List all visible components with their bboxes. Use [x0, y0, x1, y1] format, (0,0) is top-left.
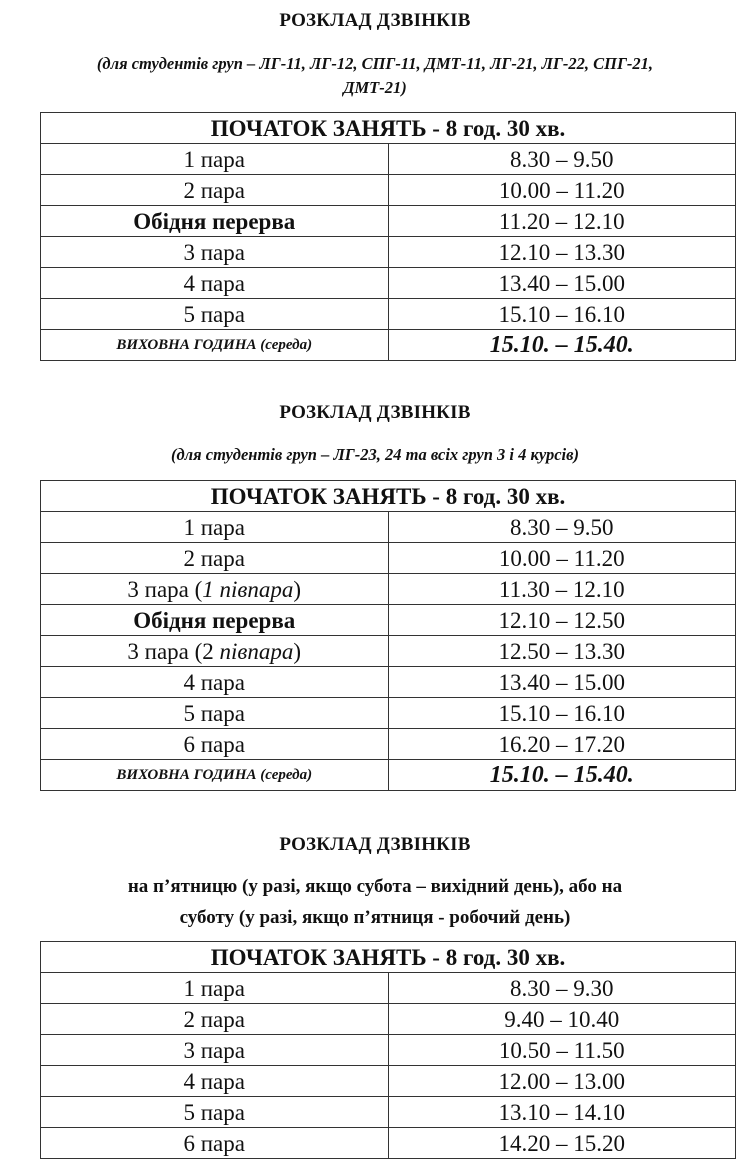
- row-time: 16.20 – 17.20: [388, 729, 736, 760]
- schedule-3-subtitle-line: на п’ятницю (у разі, якщо субота – вихідний день), або на: [127, 876, 623, 897]
- row-time: 13.10 – 14.10: [388, 1097, 736, 1128]
- row-label: 3 пара: [41, 1035, 389, 1066]
- table-row: [41, 512, 736, 543]
- row-label: 4 пара: [41, 268, 389, 299]
- schedule-1-table: [40, 112, 736, 361]
- row-label: 2 пара: [41, 175, 389, 206]
- table-row: [41, 729, 736, 760]
- row-label-suffix: ): [293, 576, 302, 602]
- table-row: [41, 698, 736, 729]
- table-row: [41, 973, 736, 1004]
- table-header-row: [41, 942, 736, 973]
- table-row: [41, 268, 736, 299]
- table-row: [41, 299, 736, 330]
- table-row-lunch: [41, 605, 736, 636]
- table-header-row: [41, 113, 736, 144]
- schedule-3-title: РОЗКЛАД ДЗВІНКІВ: [279, 834, 471, 855]
- table-row-lunch: [41, 206, 736, 237]
- row-label: 4 пара: [41, 667, 389, 698]
- row-label-prefix: 3 пара (: [127, 576, 203, 602]
- schedule-2-table: [40, 480, 736, 791]
- table-row: [41, 1004, 736, 1035]
- row-time: 12.00 – 13.00: [388, 1066, 736, 1097]
- schedule-1-title: РОЗКЛАД ДЗВІНКІВ: [279, 10, 471, 31]
- table-row: [41, 543, 736, 574]
- table-row-homeroom: [41, 330, 736, 361]
- row-time: 12.10 – 13.30: [388, 237, 736, 268]
- table-row: [41, 1035, 736, 1066]
- schedule-1-subtitle-line: ДМТ-21): [343, 78, 407, 97]
- schedule-1-subtitle-line: (для студентів груп – ЛГ-11, ЛГ-12, СПГ-11, ДМТ-11, ЛГ-21, ЛГ-22, СПГ-21,: [96, 54, 654, 73]
- row-label-italic: 1 півпара: [202, 576, 294, 602]
- schedule-3-table: [40, 941, 736, 1159]
- row-label: 2 пара: [41, 543, 389, 574]
- table-row: [41, 636, 736, 667]
- row-label: 5 пара: [41, 299, 389, 330]
- schedule-3-subtitle-line: суботу (у разі, якщо п’ятниця - робочий день): [179, 907, 571, 928]
- table-row: [41, 144, 736, 175]
- row-label: 6 пара: [41, 729, 389, 760]
- row-label: Обідня перерва: [41, 206, 389, 237]
- row-label: Обідня перерва: [41, 605, 389, 636]
- row-label: [41, 574, 389, 605]
- table-row: [41, 237, 736, 268]
- row-label: 2 пара: [41, 1004, 389, 1035]
- row-label: [41, 636, 389, 667]
- schedule-2-subtitle-line: (для студентів груп – ЛГ-23, 24 та всіх груп 3 і 4 курсів): [170, 445, 579, 464]
- schedule-1-subtitle: [0, 52, 750, 100]
- schedule-2-subtitle: [0, 443, 750, 467]
- table-row-homeroom: [41, 760, 736, 791]
- row-time: 13.40 – 15.00: [388, 268, 736, 299]
- table-header-row: [41, 481, 736, 512]
- table-row: [41, 1128, 736, 1159]
- row-time: 15.10. – 15.40.: [388, 760, 736, 791]
- row-label: 5 пара: [41, 698, 389, 729]
- table-row: [41, 1066, 736, 1097]
- start-time-header: ПОЧАТОК ЗАНЯТЬ - 8 год. 30 хв.: [41, 942, 736, 973]
- row-time: 11.20 – 12.10: [388, 206, 736, 237]
- row-time: 13.40 – 15.00: [388, 667, 736, 698]
- row-time: 10.00 – 11.20: [388, 175, 736, 206]
- row-label: 3 пара: [41, 237, 389, 268]
- row-time: 15.10 – 16.10: [388, 698, 736, 729]
- row-label: 6 пара: [41, 1128, 389, 1159]
- row-label-suffix: ): [293, 638, 302, 664]
- row-time: 12.50 – 13.30: [388, 636, 736, 667]
- row-time: 8.30 – 9.50: [388, 144, 736, 175]
- row-time: 9.40 – 10.40: [388, 1004, 736, 1035]
- row-time: 14.20 – 15.20: [388, 1128, 736, 1159]
- row-label: 1 пара: [41, 973, 389, 1004]
- row-time: 10.00 – 11.20: [388, 543, 736, 574]
- start-time-header: ПОЧАТОК ЗАНЯТЬ - 8 год. 30 хв.: [41, 481, 736, 512]
- schedule-3-subtitle: [0, 871, 750, 933]
- start-time-header: ПОЧАТОК ЗАНЯТЬ - 8 год. 30 хв.: [41, 113, 736, 144]
- row-time: 8.30 – 9.30: [388, 973, 736, 1004]
- table-row: [41, 175, 736, 206]
- row-label-italic: півпара: [219, 638, 294, 664]
- row-label: 5 пара: [41, 1097, 389, 1128]
- table-row: [41, 1097, 736, 1128]
- row-label-prefix: 3 пара (2: [127, 638, 220, 664]
- row-label: 1 пара: [41, 512, 389, 543]
- row-time: 8.30 – 9.50: [388, 512, 736, 543]
- table-row: [41, 574, 736, 605]
- row-time: 15.10. – 15.40.: [388, 330, 736, 361]
- row-label: ВИХОВНА ГОДИНА (середа): [41, 330, 389, 361]
- row-label: 1 пара: [41, 144, 389, 175]
- schedule-2-title: РОЗКЛАД ДЗВІНКІВ: [279, 402, 471, 423]
- table-row: [41, 667, 736, 698]
- row-time: 12.10 – 12.50: [388, 605, 736, 636]
- row-label: 4 пара: [41, 1066, 389, 1097]
- row-time: 10.50 – 11.50: [388, 1035, 736, 1066]
- row-time: 11.30 – 12.10: [388, 574, 736, 605]
- row-time: 15.10 – 16.10: [388, 299, 736, 330]
- row-label: ВИХОВНА ГОДИНА (середа): [41, 760, 389, 791]
